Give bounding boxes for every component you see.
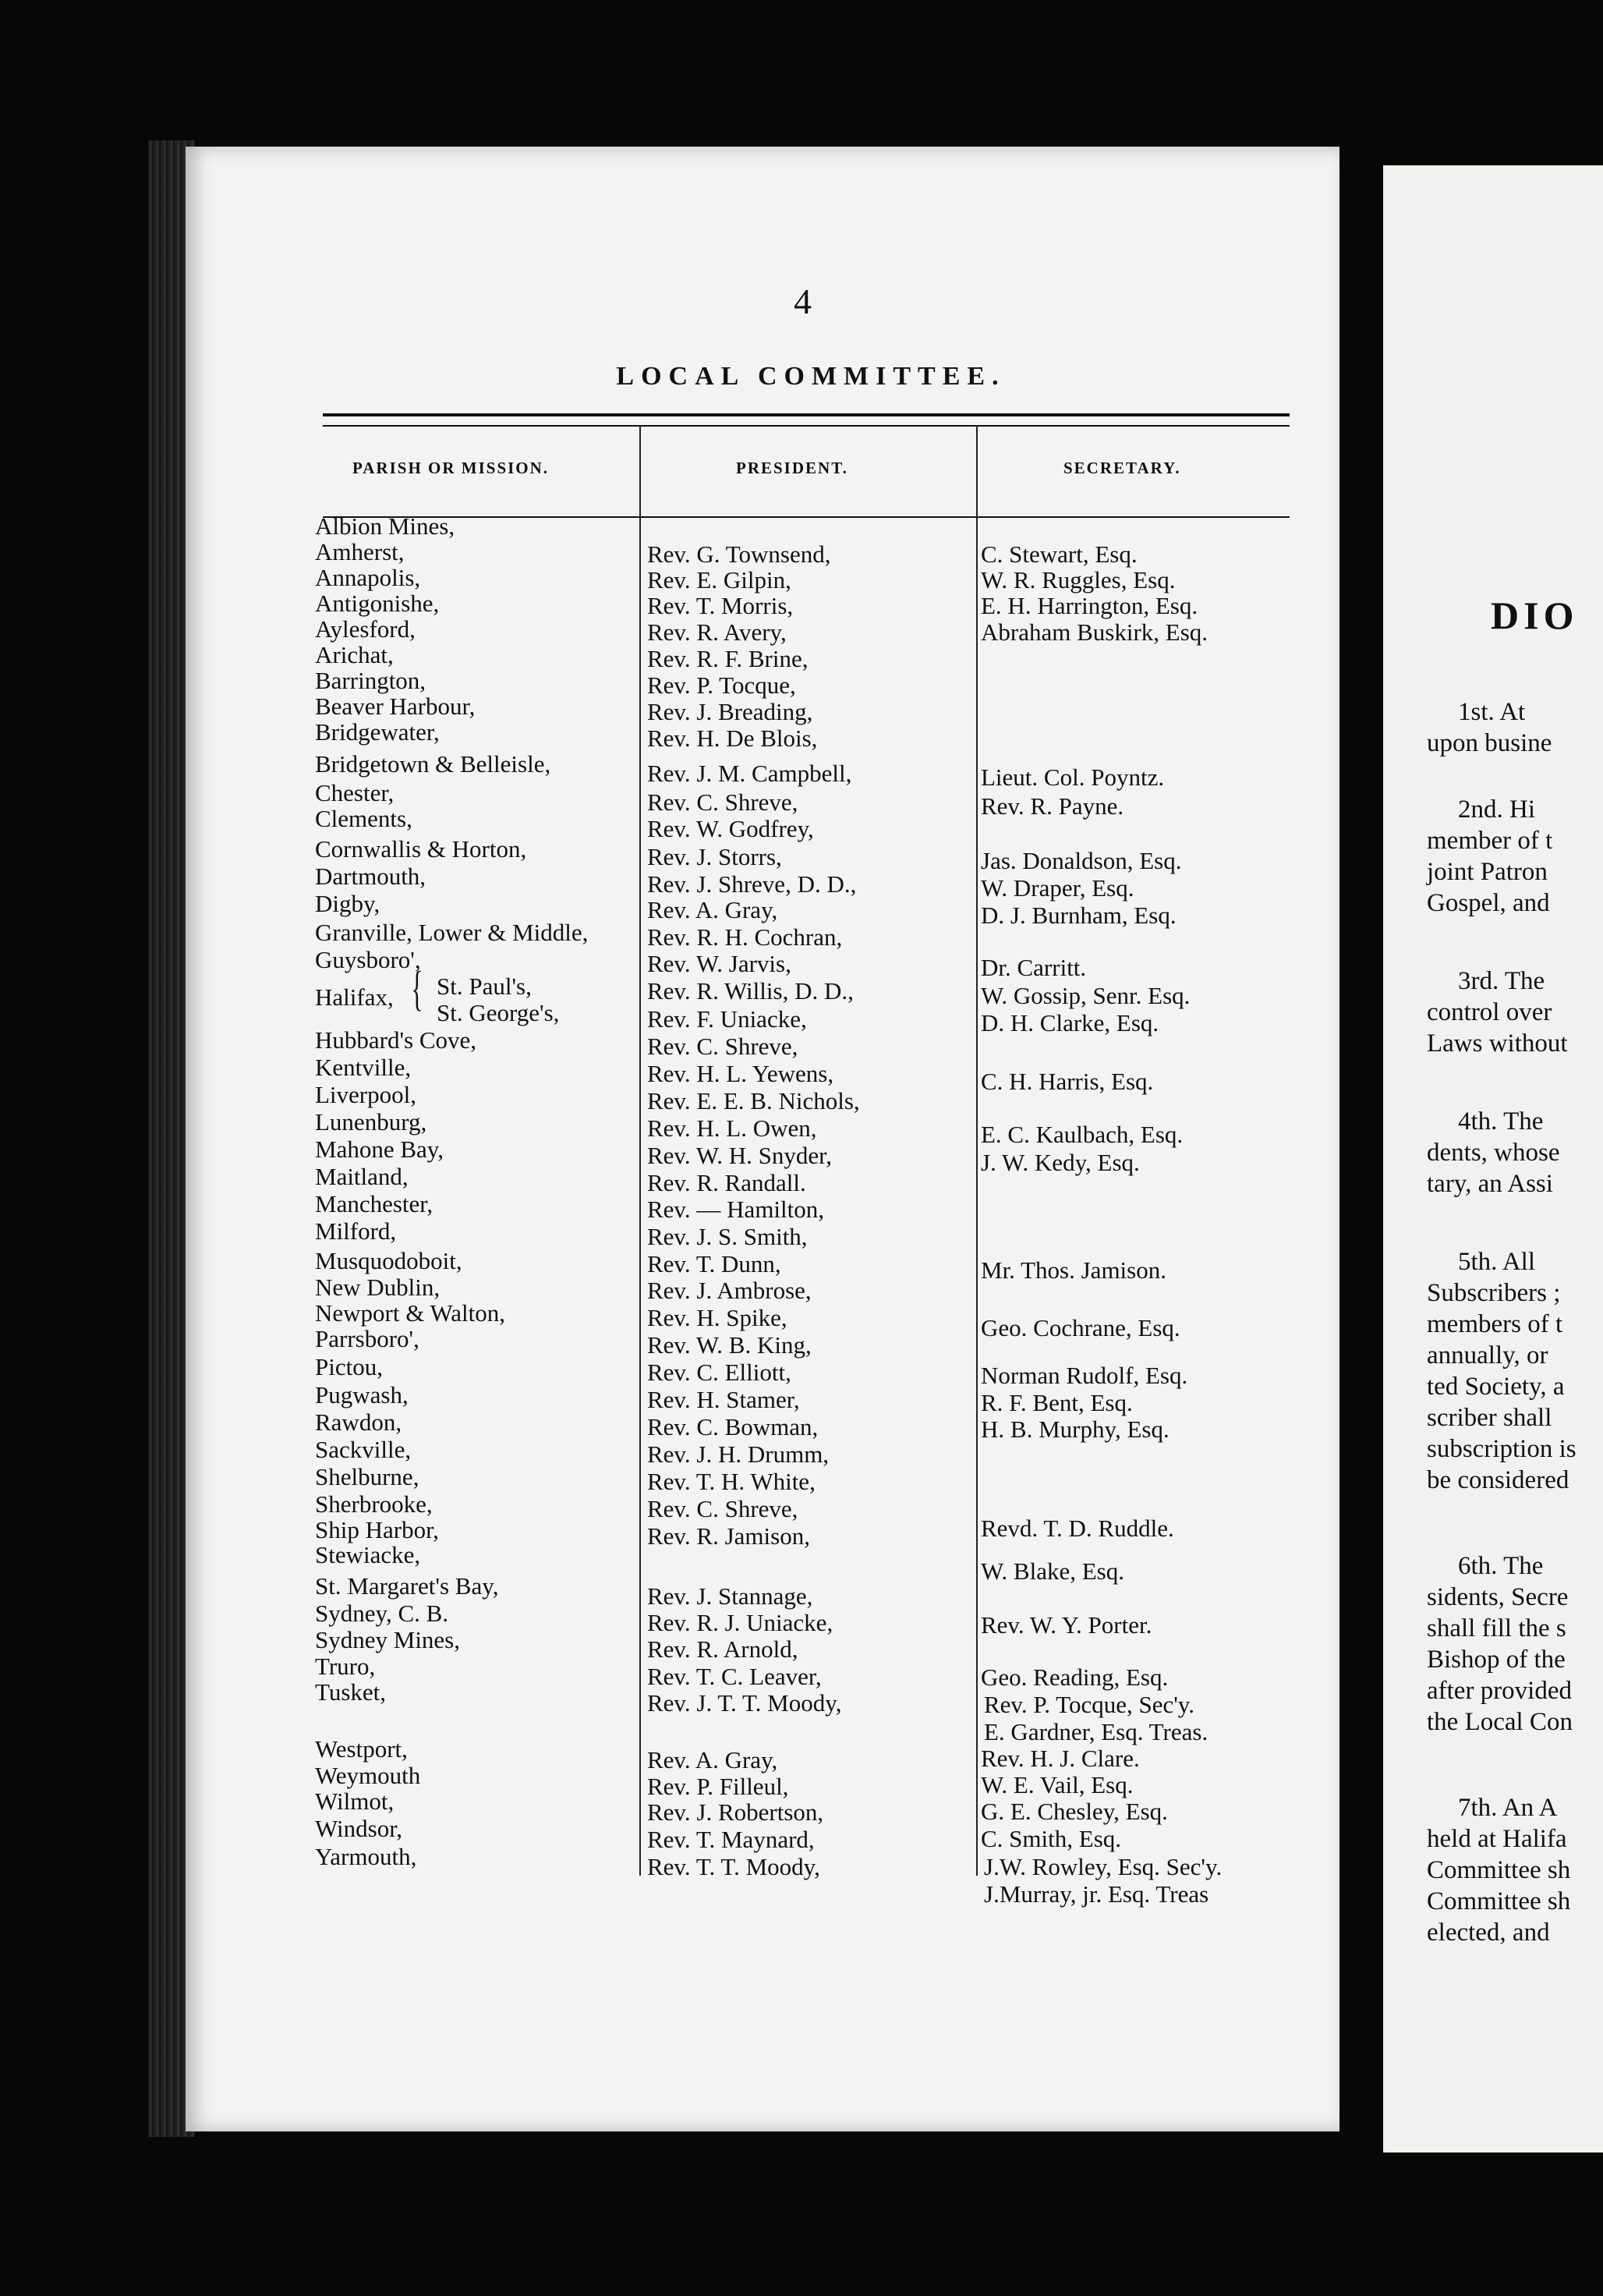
parish-name: Hubbard's Cove,: [315, 1026, 477, 1054]
right-page-line: Subscribers ;: [1427, 1279, 1561, 1307]
secretary-name: Mr. Thos. Jamison.: [981, 1256, 1166, 1284]
parish-name: Clements,: [315, 805, 412, 832]
president-name: Rev. R. Avery,: [647, 618, 787, 646]
column-divider-1: [639, 425, 641, 1876]
president-name: Rev. H. L. Yewens,: [647, 1060, 834, 1087]
parish-name: Arichat,: [315, 641, 394, 668]
president-name: Rev. J. M. Campbell,: [647, 760, 852, 787]
parish-name: St. Paul's,: [437, 973, 532, 1000]
parish-name: Aylesford,: [315, 615, 416, 643]
page-number: 4: [794, 282, 812, 321]
parish-name: Antigonishe,: [315, 590, 440, 617]
parish-name: Annapolis,: [315, 564, 421, 591]
right-page-line: subscription is: [1427, 1435, 1576, 1463]
parish-name: Maitland,: [315, 1163, 409, 1190]
right-page-line: members of t: [1427, 1310, 1563, 1338]
right-page-line: 3rd. The: [1458, 967, 1545, 995]
right-page-line: dents, whose: [1427, 1139, 1560, 1167]
secretary-name: C. Stewart, Esq.: [981, 540, 1138, 568]
right-page-text: [1383, 165, 1603, 2152]
secretary-name: D. J. Burnham, Esq.: [981, 902, 1177, 929]
secretary-name: J.W. Rowley, Esq. Sec'y.: [984, 1853, 1223, 1880]
president-name: Rev. P. Filleul,: [647, 1773, 789, 1800]
parish-name: Newport & Walton,: [315, 1299, 506, 1327]
president-name: Rev. R. Randall.: [647, 1169, 806, 1196]
parish-name: Albion Mines,: [315, 512, 455, 540]
secretary-name: E. C. Kaulbach, Esq.: [981, 1121, 1184, 1148]
secretary-name: D. H. Clarke, Esq.: [981, 1009, 1159, 1036]
secretary-name: J.Murray, jr. Esq. Treas: [984, 1880, 1209, 1908]
president-name: Rev. J. Robertson,: [647, 1798, 824, 1826]
right-page-line: 1st. At: [1458, 698, 1526, 726]
parish-name: Cornwallis & Horton,: [315, 835, 527, 863]
parish-name: Ship Harbor,: [315, 1516, 439, 1543]
right-page-line: tary, an Assi: [1427, 1170, 1553, 1198]
president-name: Rev. H. L. Owen,: [647, 1114, 817, 1142]
parish-name: Sydney, C. B.: [315, 1600, 449, 1627]
right-page-line: 4th. The: [1458, 1107, 1544, 1136]
president-name: Rev. R. F. Brine,: [647, 645, 809, 672]
right-page-line: joint Patron: [1427, 858, 1548, 886]
secretary-name: W. R. Ruggles, Esq.: [981, 566, 1176, 593]
header-rule: [323, 516, 1290, 518]
double-rule-top: [323, 413, 1290, 416]
right-page-line: Bishop of the: [1427, 1646, 1566, 1674]
parish-name: Guysboro',: [315, 946, 421, 973]
parish-name: Barrington,: [315, 667, 426, 694]
president-name: Rev. R. H. Cochran,: [647, 923, 843, 951]
president-name: Rev. A. Gray,: [647, 896, 778, 923]
right-page-line: 7th. An A: [1458, 1794, 1558, 1822]
parish-name: Bridgewater,: [315, 718, 440, 746]
secretary-name: Rev. R. Payne.: [981, 792, 1124, 820]
president-name: Rev. W. Godfrey,: [647, 815, 814, 842]
president-name: Rev. W. Jarvis,: [647, 950, 791, 977]
secretary-name: W. Blake, Esq.: [981, 1557, 1124, 1585]
president-name: Rev. J. Storrs,: [647, 843, 782, 870]
president-name: Rev. T. Maynard,: [647, 1826, 815, 1853]
secretary-name: W. Draper, Esq.: [981, 874, 1134, 902]
president-name: Rev. F. Uniacke,: [647, 1005, 807, 1033]
president-name: Rev. J. H. Drumm,: [647, 1440, 830, 1468]
parish-name: St. George's,: [437, 999, 560, 1026]
right-page-line: the Local Con: [1427, 1708, 1573, 1736]
president-name: Rev. J. Ambrose,: [647, 1277, 812, 1304]
secretary-name: C. Smith, Esq.: [981, 1825, 1122, 1852]
right-page-line: control over: [1427, 998, 1552, 1026]
right-page-line: held at Halifa: [1427, 1825, 1567, 1853]
president-name: Rev. W. H. Snyder,: [647, 1142, 832, 1169]
president-name: Rev. C. Bowman,: [647, 1413, 819, 1440]
parish-name: Beaver Harbour,: [315, 693, 476, 720]
right-page-line: member of t: [1427, 827, 1553, 855]
parish-name: Windsor,: [315, 1815, 403, 1842]
parish-name: Shelburne,: [315, 1463, 419, 1490]
president-name: Rev. T. Dunn,: [647, 1250, 781, 1277]
secretary-name: Revd. T. D. Ruddle.: [981, 1515, 1174, 1542]
parish-name: Amherst,: [315, 538, 405, 565]
right-page-line: upon busine: [1427, 729, 1552, 757]
parish-name: Parrsboro',: [315, 1325, 419, 1352]
parish-name: Wilmot,: [315, 1788, 395, 1815]
president-name: Rev. J. Shreve, D. D.,: [647, 870, 857, 898]
parish-name: Halifax,: [315, 983, 394, 1011]
parish-name: Weymouth: [315, 1762, 421, 1789]
president-name: Rev. J. Breading,: [647, 698, 813, 725]
right-page-line: 5th. All: [1458, 1248, 1536, 1276]
secretary-name: Jas. Donaldson, Esq.: [981, 847, 1182, 874]
president-name: Rev. R. Arnold,: [647, 1635, 798, 1663]
secretary-name: W. E. Vail, Esq.: [981, 1771, 1134, 1798]
right-page-line: Committee sh: [1427, 1856, 1571, 1884]
parish-name: Kentville,: [315, 1054, 412, 1081]
president-name: Rev. C. Shreve,: [647, 788, 798, 816]
secretary-name: Lieut. Col. Poyntz.: [981, 764, 1165, 791]
secretary-name: Rev. W. Y. Porter.: [981, 1611, 1152, 1639]
right-page-line: annually, or: [1427, 1341, 1548, 1369]
president-name: Rev. T. T. Moody,: [647, 1853, 820, 1880]
parish-name: Liverpool,: [315, 1081, 416, 1108]
parish-name: Truro,: [315, 1653, 376, 1680]
president-name: Rev. G. Townsend,: [647, 540, 831, 568]
parish-name: Granville, Lower & Middle,: [315, 919, 589, 946]
right-page-line: 6th. The: [1458, 1552, 1544, 1580]
column-header-parish: PARISH OR MISSION.: [352, 459, 550, 477]
secretary-name: Geo. Cochrane, Esq.: [981, 1314, 1180, 1341]
parish-name: Stewiacke,: [315, 1541, 421, 1568]
secretary-name: Rev. H. J. Clare.: [981, 1745, 1140, 1772]
parish-name: Rawdon,: [315, 1408, 402, 1436]
president-name: Rev. T. Morris,: [647, 592, 794, 619]
parish-name: St. Margaret's Bay,: [315, 1572, 499, 1600]
right-page-line: scriber shall: [1427, 1404, 1552, 1432]
parish-name: Chester,: [315, 779, 395, 806]
parish-name: Yarmouth,: [315, 1843, 417, 1870]
secretary-name: E. Gardner, Esq. Treas.: [984, 1718, 1208, 1745]
parish-name: Bridgetown & Belleisle,: [315, 750, 551, 778]
parish-name: Manchester,: [315, 1190, 433, 1217]
right-page-line: sidents, Secre: [1427, 1583, 1569, 1611]
parish-name: Digby,: [315, 890, 380, 917]
column-header-president: PRESIDENT.: [736, 459, 848, 477]
president-name: Rev. J. T. T. Moody,: [647, 1689, 842, 1717]
president-name: Rev. J. Stannage,: [647, 1582, 813, 1610]
secretary-name: R. F. Bent, Esq.: [981, 1389, 1133, 1416]
president-name: Rev. R. Willis, D. D.,: [647, 977, 854, 1004]
parish-name: Dartmouth,: [315, 863, 426, 890]
right-page-line: shall fill the s: [1427, 1614, 1566, 1642]
parish-name: Sackville,: [315, 1436, 412, 1463]
president-name: Rev. C. Shreve,: [647, 1495, 798, 1522]
president-name: Rev. H. Spike,: [647, 1304, 787, 1331]
president-name: Rev. H. Stamer,: [647, 1386, 800, 1413]
parish-name: Westport,: [315, 1735, 408, 1763]
president-name: Rev. R. Jamison,: [647, 1522, 810, 1550]
parish-name: Musquodoboit,: [315, 1247, 462, 1274]
president-name: Rev. H. De Blois,: [647, 725, 818, 752]
right-page-line: Committee sh: [1427, 1887, 1571, 1915]
parish-name: New Dublin,: [315, 1274, 441, 1301]
secretary-name: E. H. Harrington, Esq.: [981, 592, 1198, 619]
secretary-name: C. H. Harris, Esq.: [981, 1068, 1154, 1095]
president-name: Rev. R. J. Uniacke,: [647, 1609, 833, 1636]
right-page-line: Laws without: [1427, 1029, 1568, 1058]
president-name: Rev. J. S. Smith,: [647, 1223, 808, 1250]
column-divider-2: [976, 425, 978, 1876]
right-page-line: after provided: [1427, 1677, 1572, 1705]
page-title: LOCAL COMMITTEE.: [616, 362, 1006, 391]
parish-name: Tusket,: [315, 1678, 387, 1706]
halifax-brace: {: [411, 962, 423, 1015]
secretary-name: Abraham Buskirk, Esq.: [981, 618, 1208, 646]
president-name: Rev. C. Shreve,: [647, 1033, 798, 1060]
parish-name: Sydney Mines,: [315, 1626, 460, 1653]
secretary-name: Rev. P. Tocque, Sec'y.: [984, 1691, 1195, 1718]
parish-name: Milford,: [315, 1217, 397, 1245]
president-name: Rev. E. E. B. Nichols,: [647, 1087, 860, 1114]
president-name: Rev. T. H. White,: [647, 1468, 816, 1495]
president-name: Rev. — Hamilton,: [647, 1196, 825, 1223]
right-page-line: elected, and: [1427, 1919, 1550, 1947]
column-header-secretary: SECRETARY.: [1063, 459, 1181, 477]
president-name: Rev. A. Gray,: [647, 1746, 778, 1773]
parish-name: Pugwash,: [315, 1381, 409, 1408]
right-page-line: be considered: [1427, 1466, 1569, 1494]
president-name: Rev. C. Elliott,: [647, 1359, 791, 1386]
secretary-name: H. B. Murphy, Esq.: [981, 1416, 1170, 1443]
right-page-line: ted Society, a: [1427, 1373, 1565, 1401]
parish-name: Mahone Bay,: [315, 1136, 444, 1163]
right-page-heading: DIO: [1491, 593, 1579, 637]
right-page-line: Gospel, and: [1427, 889, 1550, 917]
parish-name: Pictou,: [315, 1353, 383, 1380]
secretary-name: Geo. Reading, Esq.: [981, 1664, 1169, 1691]
secretary-name: G. E. Chesley, Esq.: [981, 1798, 1168, 1825]
right-page-line: 2nd. Hi: [1458, 795, 1535, 824]
president-name: Rev. E. Gilpin,: [647, 566, 791, 593]
president-name: Rev. T. C. Leaver,: [647, 1663, 822, 1690]
president-name: Rev. P. Tocque,: [647, 671, 796, 699]
double-rule-bottom: [323, 425, 1290, 427]
secretary-name: Dr. Carritt.: [981, 954, 1087, 981]
secretary-name: Norman Rudolf, Esq.: [981, 1362, 1188, 1389]
parish-name: Lunenburg,: [315, 1108, 427, 1136]
secretary-name: W. Gossip, Senr. Esq.: [981, 982, 1191, 1009]
secretary-name: J. W. Kedy, Esq.: [981, 1149, 1140, 1176]
president-name: Rev. W. B. King,: [647, 1331, 812, 1359]
parish-name: Sherbrooke,: [315, 1490, 433, 1518]
